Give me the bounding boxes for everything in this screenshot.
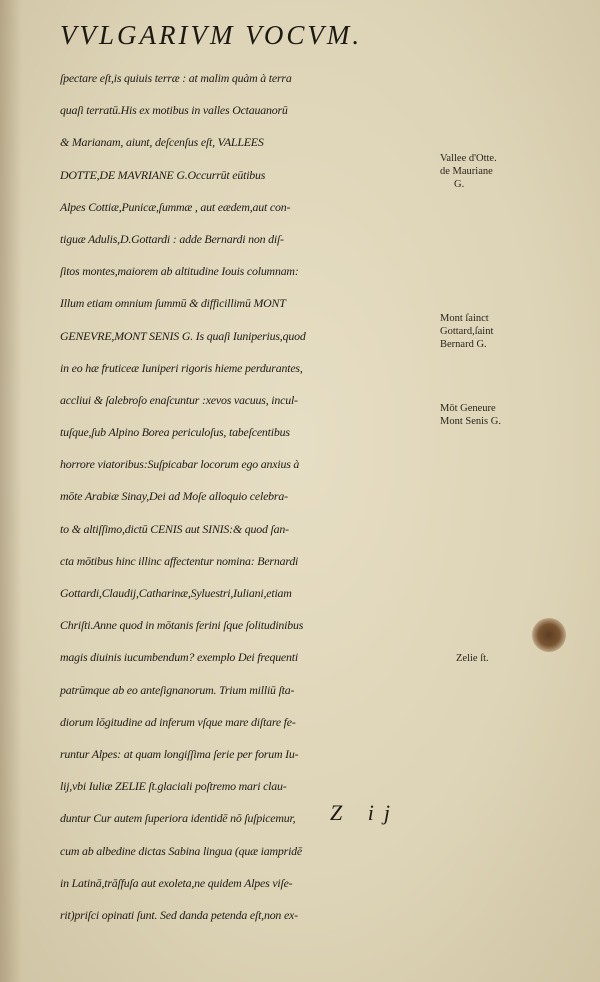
text-line: Illum etiam omnium ſummū & difficillimū MONT <box>60 296 286 311</box>
text-line: rit)priſci opinati ſunt. Sed danda petenda eſt,non ex- <box>60 907 298 922</box>
text-line: runtur Alpes: at quam longiſſima ſerie per forum Iu- <box>60 746 299 761</box>
text-line: magis diuinis iucumbendum? exemplo Dei frequenti <box>60 650 298 665</box>
text-line: ſitos montes,maiorem ab altitudine Iouis columnam: <box>60 264 299 279</box>
text-line: accliui & ſalebroſo enaſcuntur :xevos vacuus, incul- <box>60 392 298 407</box>
text-line: tiguæ Adulis,D.Gottardi : adde Bernardi non diſ- <box>60 231 284 246</box>
text-line: diorum lōgitudine ad inferum vſque mare diſtare fe- <box>60 714 296 729</box>
note-line: Mont ſainct <box>440 313 489 324</box>
text-line: Alpes Cottiæ,Punicæ,ſummæ , aut eædem,aut con- <box>60 199 291 214</box>
note-line: Zelie ſt. <box>456 653 489 664</box>
text-line: tuſque,ſub Alpino Borea periculoſus, tabeſcentibus <box>60 425 290 440</box>
text-line: duntur Cur autem ſuperiora identidē nō ſuſpicemur, <box>60 811 296 826</box>
note-line: Gottard,ſaint <box>440 326 494 337</box>
text-line: to & altiſſimo,dictū CENIS aut SINIS:& quod ſan- <box>60 521 289 536</box>
margin-note-mont-saint <box>440 312 493 351</box>
gutter-shadow <box>0 0 22 982</box>
text-line: Chriſti.Anne quod in mōtanis ferini ſque ſolitudinibus <box>60 618 304 633</box>
text-line: ſpectare eſt,is quiuis terræ : at malim quàm à terra <box>60 71 292 85</box>
text-line: lij,vbi Iuliæ ZELIE ſt.glaciali poſtremo mari clau- <box>60 779 287 794</box>
note-line: Mōt Geneure <box>440 403 496 414</box>
text-line: Gottardi,Claudij,Catharinæ,Syluestri,Iuliani,etiam <box>60 586 292 600</box>
text-line: in Latinā,trāſfuſa aut exoleta,ne quidem Alpes viſe- <box>60 875 293 890</box>
note-line: G. <box>454 179 465 190</box>
margin-note-zelie <box>456 652 489 665</box>
text-line: cta mōtibus hinc illinc affectentur nomina: Bernardi <box>60 553 299 568</box>
text-line: GENEVRE,MONT SENIS G. Is quaſi Iuniperius,quod <box>60 328 306 343</box>
text-line: quaſi terratū.His ex motibus in valles Octauanorū <box>60 103 288 118</box>
note-line: Vallee d'Otte. <box>440 153 497 164</box>
signature-mark: Z ij <box>330 800 400 825</box>
margin-note-mont-geneure <box>440 402 501 428</box>
text-line: horrore viatoribus:Suſpicabar locorum ego anxius à <box>60 457 300 472</box>
margin-note-vallee <box>440 152 497 191</box>
note-line: de Mauriane <box>440 166 493 177</box>
text-line: patrūmque ab eo anteſignanorum. Trium milliū ſta- <box>60 682 295 697</box>
note-line: Bernard G. <box>440 339 487 350</box>
text-line: cum ab albedine dictas Sabina lingua (quæ iampridē <box>60 843 302 858</box>
text-line: & Marianam, aiunt, deſcenſus eſt, VALLEES <box>60 135 264 150</box>
running-head: VVLGARIVM VOCVM. <box>60 20 363 50</box>
ink-stain <box>532 618 566 652</box>
text-line: DOTTE,DE MAVRIANE G.Occurrūt eūtibus <box>60 167 266 182</box>
note-line: Mont Senis G. <box>440 416 501 427</box>
text-line: in eo hæ fruticeæ Iuniperi rigoris hieme perdurantes, <box>60 360 303 375</box>
text-line: mōte Arabiæ Sinay,Dei ad Moſe alloquio celebra- <box>60 489 288 504</box>
